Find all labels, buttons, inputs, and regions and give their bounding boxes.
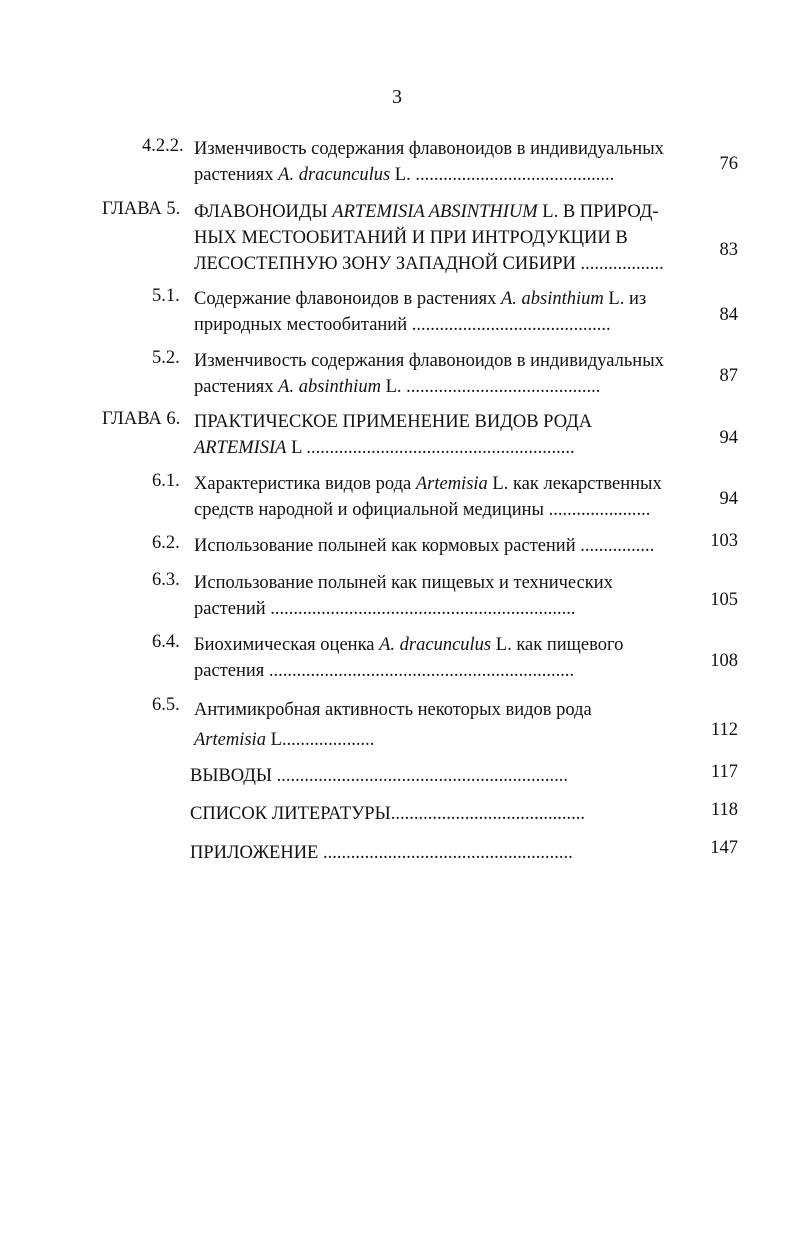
toc-entry-species: A. dracunculus [278, 165, 391, 185]
toc-entry-label: 6.3. [152, 570, 180, 590]
toc-entry-title: Содержание флавоноидов в растениях [194, 289, 501, 309]
toc-entry-title: Характеристика видов рода [194, 474, 416, 494]
toc-entry-leader: L.................... [265, 730, 375, 750]
toc-entry-page: 105 [710, 590, 738, 610]
toc-entry-page: 94 [719, 489, 738, 509]
toc-entry-species: A. dracunculus [379, 635, 492, 655]
toc-entry-page: 76 [719, 154, 738, 174]
toc-entry-title: L. как лекарственных [487, 474, 662, 494]
toc-entry-title: НЫХ МЕСТООБИТАНИЙ И ПРИ ИНТРОДУКЦИИ В [194, 228, 628, 248]
toc-entry-page: 112 [710, 720, 738, 740]
toc-entry-title: растениях [194, 377, 279, 397]
toc-entry-species: Artemisia [194, 730, 266, 750]
toc-entry-title: растения .................................................................. [194, 661, 575, 681]
toc-entry-title: растений .................................................................. [194, 599, 576, 619]
page-number: 3 [392, 86, 402, 108]
toc-entry-title: Изменчивость содержания флавоноидов в индивидуальных [194, 139, 664, 159]
toc-entry-title: Биохимическая оценка [194, 635, 380, 655]
toc-entry-page: 147 [710, 838, 738, 858]
toc-entry-title: ПРАКТИЧЕСКОЕ ПРИМЕНЕНИЕ ВИДОВ РОДА [194, 412, 593, 432]
toc-entry-title: ФЛАВОНОИДЫ [194, 202, 333, 222]
toc-entry-page: 94 [719, 428, 738, 448]
toc-entry-leader: L. ........................................... [390, 165, 615, 185]
toc-entry-page: 84 [719, 305, 738, 325]
toc-entry-title: ЛЕСОСТЕПНУЮ ЗОНУ ЗАПАДНОЙ СИБИРИ .................. [194, 254, 664, 274]
toc-entry-label: 5.2. [152, 348, 180, 368]
toc-entry-title: ПРИЛОЖЕНИЕ ...................................................... [190, 843, 573, 863]
toc-entry-label: ГЛАВА 5. [102, 199, 181, 219]
toc-entry-title: L. из [603, 289, 647, 309]
toc-entry-title: природных местообитаний ........................................... [194, 315, 611, 335]
toc-entry-species: A. absinthium [278, 377, 381, 397]
toc-entry-page: 103 [710, 531, 738, 551]
toc-entry-page: 87 [719, 366, 738, 386]
toc-entry-label: 6.4. [152, 632, 180, 652]
toc-entry-species: A. absinthium [500, 289, 604, 309]
toc-entry-label: ГЛАВА 6. [102, 409, 181, 429]
toc-entry-label: 5.1. [152, 286, 180, 306]
toc-entry-title: L. как пищевого [491, 635, 624, 655]
toc-entry-title: СПИСОК ЛИТЕРАТУРЫ.......................................... [190, 804, 585, 824]
toc-entry-leader: L .......................................................... [286, 438, 575, 458]
toc-entry-title: Использование полыней как кормовых растений ................ [194, 536, 655, 556]
toc-entry-page: 83 [719, 240, 738, 260]
toc-entry-title: ВЫВОДЫ ............................................................... [190, 766, 569, 786]
toc-entry-title: растениях [194, 165, 279, 185]
toc-entry-page: 108 [710, 651, 738, 671]
toc-entry-page: 118 [710, 800, 738, 820]
toc-entry-title: Изменчивость содержания флавоноидов в индивидуальных [194, 351, 664, 371]
toc-entry-page: 117 [710, 762, 738, 782]
toc-entry-label: 6.5. [152, 695, 180, 715]
toc-entry-species: Artemisia [415, 474, 488, 494]
toc-entry-label: 4.2.2. [142, 136, 184, 156]
toc-entry-label: 6.2. [152, 533, 180, 553]
toc-entry-leader: L. .......................................... [380, 377, 601, 397]
toc-entry-title: средств народной и официальной медицины ...................... [194, 500, 651, 520]
toc-entry-species: ARTEMISIA [194, 438, 287, 458]
toc-entry-title: L. В ПРИРОД- [537, 202, 659, 222]
toc-entry-title: Антимикробная активность некоторых видов рода [194, 700, 592, 720]
toc-entry-title: Использование полыней как пищевых и технических [194, 573, 613, 593]
toc-entry-label: 6.1. [152, 471, 180, 491]
toc-entry-species: ARTEMISIA ABSINTHIUM [332, 202, 538, 222]
